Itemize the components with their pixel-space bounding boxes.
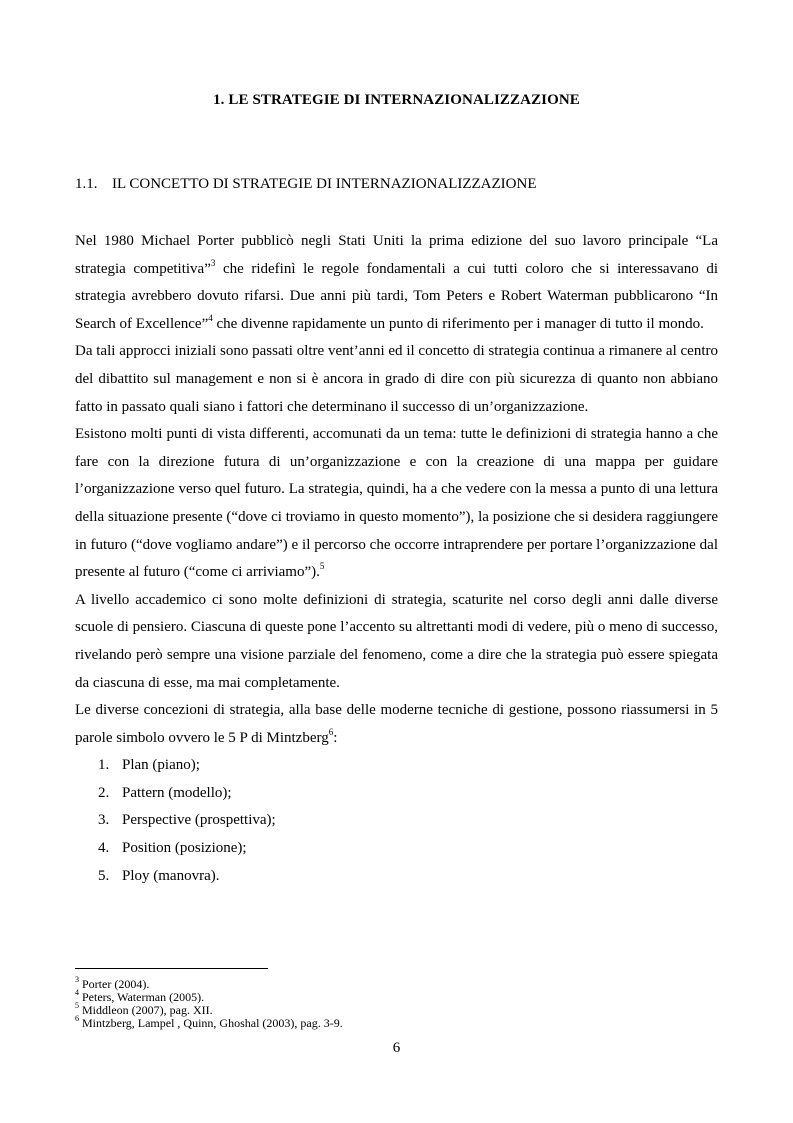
footnote-6 (75, 1014, 718, 1030)
list-item-text: Plan (piano); (122, 757, 200, 774)
chapter-title: 1. LE STRATEGIE DI INTERNAZIONALIZZAZIONE (213, 92, 580, 108)
page-number: 6 (392, 1040, 401, 1056)
list-item (75, 863, 718, 891)
paragraph-5-text-b: : (333, 729, 338, 746)
paragraph-1-text-a: Nel 1980 Michael Porter pubblicò negli Stati Uniti la prima edizione del suo lavoro principale “La strategia competitiva” (75, 233, 718, 277)
list-item (75, 835, 718, 863)
footnote-ref-3[interactable]: 3 (210, 257, 216, 268)
paragraph-5 (75, 697, 718, 752)
body-text (75, 228, 718, 890)
paragraph-5-text-a: Le diverse concezioni di strategia, alla base delle moderne tecniche di gestione, possono riassumersi in 5 parole simbolo ovvero le 5 P di Mintzberg (75, 702, 718, 746)
paragraph-3-text: Esistono molti punti di vista differenti, accomunati da un tema: tutte le definizioni di strategia hanno a che fare con la direzione futura di un’organizzazione e con la creazione di una mappa per guidare l’organizzazione verso quel futuro. La strategia, quindi, ha a che vedere con la messa a punto di una lettura della situazione presente (“dove ci troviamo in questo momento”), la posizione che si desidera raggiungere in futuro (“dove vogliamo andare”) e il percorso che occorre intraprendere per portare l’organizzazione dal presente al futuro (“come ci arriviamo”). (75, 426, 718, 581)
five-p-list (75, 752, 718, 890)
footnote-divider (75, 968, 268, 969)
paragraph-2: Da tali approcci iniziali sono passati oltre vent’anni ed il concetto di strategia continua a rimanere al centro del dibattito sul management e non si è ancora in grado di dire con più sicurezza di quanto non abbiano fatto in passato quali siano i fattori che determinano il successo di un’organizzazione. (75, 343, 718, 415)
list-item-text: Pattern (modello); (122, 784, 232, 801)
footnote-text: Peters, Waterman (2005). (79, 990, 205, 1004)
footnote-number: 6 (75, 1014, 79, 1023)
list-item-text: Perspective (prospettiva); (122, 812, 276, 829)
list-item-number: 5. (98, 867, 110, 884)
section-heading (75, 176, 537, 193)
footnote-number: 4 (75, 988, 79, 997)
footnote-text: Middleon (2007), pag. XII. (79, 1003, 213, 1017)
footnotes (75, 975, 718, 1030)
list-item-number: 1. (98, 757, 110, 774)
section-number: 1.1. (75, 176, 98, 192)
paragraph-3 (75, 421, 718, 587)
list-item (75, 780, 718, 808)
paragraph-1-text-c: che divenne rapidamente un punto di riferimento per i manager di tutto il mondo. (212, 315, 704, 332)
footnote-ref-6[interactable]: 6 (328, 726, 334, 737)
footnote-text: Mintzberg, Lampel , Quinn, Ghoshal (2003), pag. 3-9. (79, 1016, 343, 1030)
list-item-number: 2. (98, 784, 110, 801)
list-item-number: 4. (98, 840, 110, 857)
section-title: IL CONCETTO DI STRATEGIE DI INTERNAZIONALIZZAZIONE (112, 176, 537, 192)
list-item-text: Position (posizione); (122, 840, 247, 857)
paragraph-1 (75, 228, 718, 338)
list-item (75, 807, 718, 835)
footnote-ref-4[interactable]: 4 (208, 312, 213, 323)
paragraph-1-text-b: che ridefinì le regole fondamentali a cui tutti coloro che si interessavano di strategia avrebbero dovuto rifarsi. Due anni più tardi, Tom Peters e Robert Waterman pubblicarono “In Search of Excellence” (75, 260, 718, 332)
footnote-number: 3 (75, 975, 79, 984)
list-item-number: 3. (98, 812, 110, 829)
paragraph-4: A livello accademico ci sono molte definizioni di strategia, scaturite nel corso degli anni dalle diverse scuole di pensiero. Ciascuna di queste pone l’accento su altrettanti modi di vedere, più o meno di successo, rivelando però sempre una visione parziale del fenomeno, come a dire che la strategia può essere spiegata da ciascuna di esse, ma mai completamente. (75, 591, 718, 691)
footnote-number: 5 (75, 1001, 79, 1010)
list-item-text: Ploy (manovra). (122, 867, 220, 884)
footnote-ref-5[interactable]: 5 (319, 561, 325, 572)
list-item (75, 752, 718, 780)
footnote-text: Porter (2004). (79, 977, 150, 991)
